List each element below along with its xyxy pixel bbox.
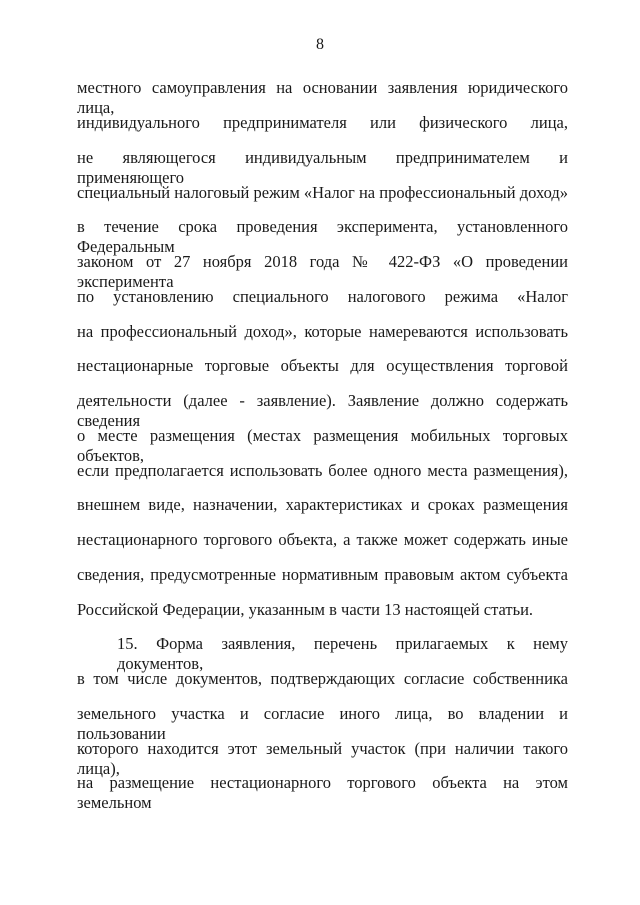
text-line: в течение срока проведения эксперимента, установленного Федеральным [77, 217, 568, 256]
text-line: в том числе документов, подтверждающих согласие собственника [77, 669, 568, 688]
text-line: нестационарного торгового объекта, а также может содержать иные [77, 530, 568, 549]
text-line: которого находится этот земельный участок (при наличии такого лица), [77, 739, 568, 778]
text-line: нестационарные торговые объекты для осуществления торговой [77, 356, 568, 375]
text-line: законом от 27 ноября 2018 года № 422-ФЗ «О проведении эксперимента [77, 252, 568, 291]
text-line: специальный налоговый режим «Налог на профессиональный доход» [77, 183, 568, 202]
text-line: по установлению специального налогового режима «Налог [77, 287, 568, 306]
text-line: сведения, предусмотренные нормативным правовым актом субъекта [77, 565, 568, 584]
text-line: внешнем виде, назначении, характеристиках и сроках размещения [77, 495, 568, 514]
text-line: на профессиональный доход», которые намереваются использовать [77, 322, 568, 341]
text-line: не являющегося индивидуальным предпринимателем и применяющего [77, 148, 568, 187]
text-line: Российской Федерации, указанным в части 13 настоящей статьи. [77, 600, 534, 619]
text-line: если предполагается использовать более одного места размещения), [77, 461, 568, 480]
page-number: 8 [316, 36, 324, 53]
text-line: местного самоуправления на основании заявления юридического лица, [77, 78, 568, 117]
text-line: индивидуального предпринимателя или физического лица, [77, 113, 568, 132]
text-line: земельного участка и согласие иного лица, во владении и пользовании [77, 704, 568, 743]
text-line: на размещение нестационарного торгового объекта на этом земельном [77, 773, 568, 812]
text-line: о месте размещения (местах размещения мобильных торговых объектов, [77, 426, 568, 465]
text-line: деятельности (далее - заявление). Заявление должно содержать сведения [77, 391, 568, 430]
paragraph-15-start: 15. Форма заявления, перечень прилагаемых к нему документов, [117, 634, 568, 673]
